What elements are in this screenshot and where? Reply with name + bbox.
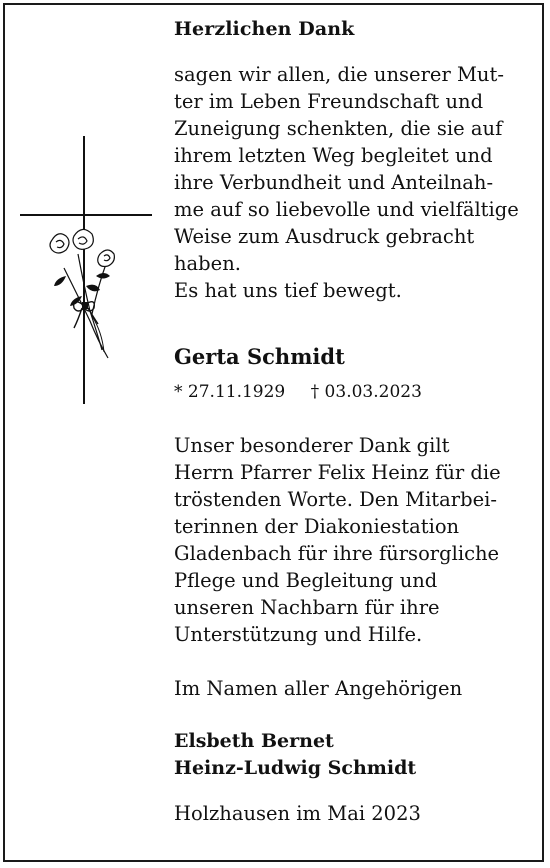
intro-line: haben. [174,252,241,275]
intro-line: sagen wir allen, die unserer Mut- [174,63,504,86]
intro-line: Weise zum Ausdruck gebracht [174,225,475,248]
thanks-line: Pflege und Begleitung und [174,569,438,592]
intro-line: me auf so liebevolle und vielfältige [174,198,519,221]
on-behalf-text: Im Namen aller Angehörigen [174,677,463,700]
thanks-line: Unterstützung und Hilfe. [174,623,423,646]
on-behalf-line [174,675,462,702]
death-date: † 03.03.2023 [310,382,422,402]
thanks-line: Unser besonderer Dank gilt [174,434,450,457]
intro-line: ihre Verbundheit und Anteilnah- [174,171,494,194]
birth-date: * 27.11.1929 [174,382,286,402]
signer-name: Heinz-Ludwig Schmidt [174,757,417,779]
cross-with-roses-icon [20,136,152,406]
thanks-line: Gladenbach für ihre fürsorgliche [174,542,500,565]
life-dates [174,382,422,402]
thanks-paragraph [174,432,501,648]
intro-line: Zuneigung schenkten, die sie auf [174,117,503,140]
intro-line: Es hat uns tief bewegt. [174,279,402,302]
deceased-name: Gerta Schmidt [174,344,345,369]
thanks-heading: Herzlichen Dank [174,18,355,40]
intro-line: ihrem letzten Weg begleitet und [174,144,493,167]
intro-paragraph [174,61,519,304]
thanks-line: Herrn Pfarrer Felix Heinz für die [174,461,501,484]
signer-name: Elsbeth Bernet [174,730,334,752]
place-date: Holzhausen im Mai 2023 [174,802,421,825]
thanks-line: terinnen der Diakoniestation [174,515,460,538]
thanks-line: tröstenden Worte. Den Mitarbei- [174,488,497,511]
intro-line: ter im Leben Freundschaft und [174,90,484,113]
thanks-line: unseren Nachbarn für ihre [174,596,440,619]
signers-block [174,728,416,782]
